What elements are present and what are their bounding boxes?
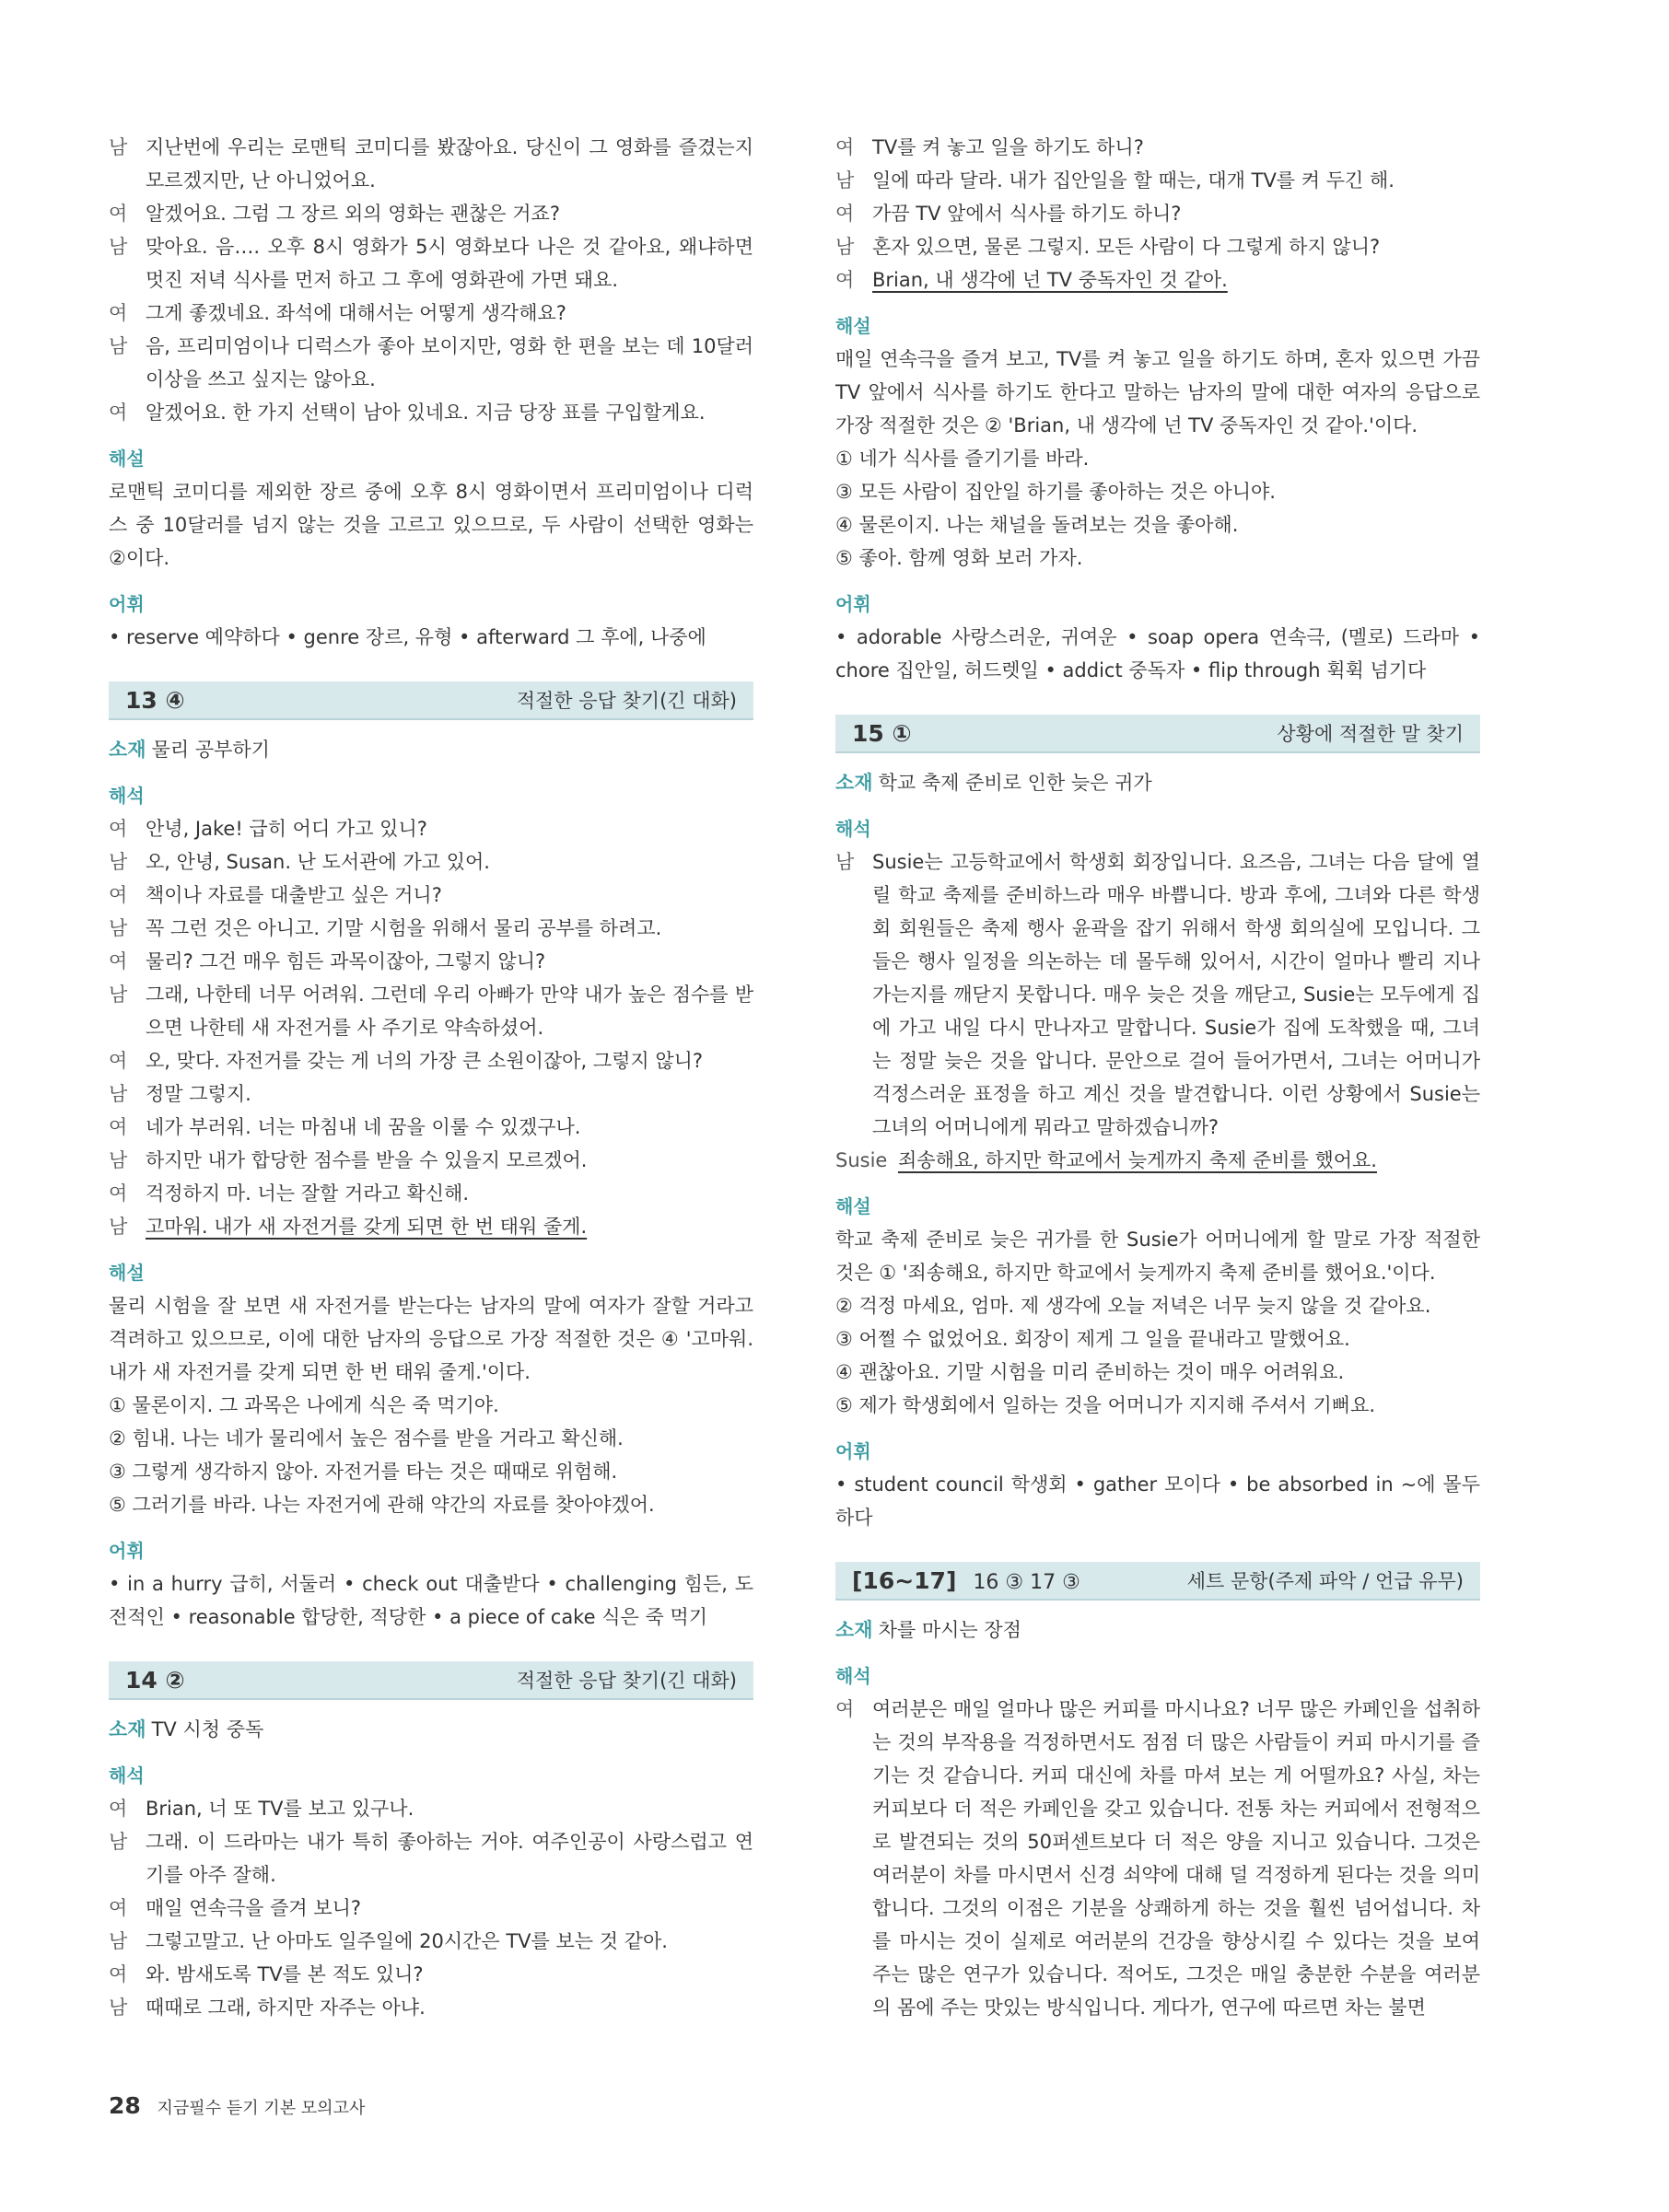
dialog-line [109,1925,753,1958]
dialog-line [109,945,753,978]
topic-q16: 소재 차를 마시는 장점 [835,1619,1021,1641]
page-number: 28 [109,2092,141,2119]
speaker-label: 여 [109,884,128,906]
answer-line-q14: 여 Brian, 내 생각에 넌 TV 중독자인 것 같아. [835,269,1228,291]
translation-heading: 해석 [109,1764,145,1787]
dialog-text: 물리? 그건 매우 힘든 과목이잖아, 그렇지 않니? [146,950,546,972]
dialog-line [109,197,753,230]
dialog-text: 꼭 그런 것은 아니고. 기말 시험을 위해서 물리 공부를 하려고. [146,917,662,939]
dialog-line [109,1958,753,1991]
speaker-label: 여 [109,818,128,840]
vocab-q14: • adorable 사랑스러운, 귀여운 • soap opera 연속극, (멜로) 드라마 • chore 집안일, 허드렛일 • addict 중독자 • flip through 휙휙 넘기다 [835,626,1480,681]
dialog-text: TV를 켜 놓고 일을 하기도 하니? [872,136,1144,158]
dialog-text: 하지만 내가 합당한 점수를 받을 수 있을지 모르겠어. [146,1149,588,1171]
dialog-text: 그래, 나한테 너무 어려워. 그런데 우리 아빠가 만약 내가 높은 점수를 받으면 나한테 새 자전거를 사 주기로 약속하셨어. [146,984,753,1039]
speaker-label: 여 [109,302,128,324]
speaker-label: 여 [109,1897,128,1919]
page-footer [109,2092,365,2119]
option-line: ② 걱정 마세요, 엄마. 제 생각에 오늘 저녁은 너무 늦지 않을 것 같아요. [835,1295,1431,1317]
dialog-text: 오, 맞다. 자전거를 갖는 게 너의 가장 큰 소원이잖아, 그렇지 않니? [146,1050,704,1072]
explanation-heading: 해설 [835,315,871,337]
dialog-line [835,164,1480,197]
dialog-line [109,812,753,845]
dialog-line [109,330,753,396]
speaker-label: 남 [109,1149,128,1171]
explanation-q12: 로맨틱 코미디를 제외한 장르 중에 오후 8시 영화이면서 프리미엄이나 디럭스 중 10달러를 넘지 않는 것을 고르고 있으므로, 두 사람이 선택한 영화는 ②이다. [109,481,753,569]
option-line: ⑤ 좋아. 함께 영화 보러 가자. [835,547,1083,569]
dialog-text: 그렇고말고. 난 아마도 일주일에 20시간은 TV를 보는 것 같아. [146,1930,668,1952]
dialog-line [109,131,753,197]
dialog-q12 [109,131,753,429]
speaker-label: 남 [109,1831,128,1853]
speaker-label: 남 [109,335,128,357]
option-line: ④ 물론이지. 나는 채널을 돌려보는 것을 좋아해. [835,514,1239,536]
dialog-line [109,1044,753,1077]
dialog-q14 [109,1792,753,2024]
dialog-line [109,1077,753,1111]
speaker-label: 남 [109,917,128,939]
vocab-q12: • reserve 예약하다 • genre 장르, 유형 • afterward 그 후에, 나중에 [109,626,706,648]
dialog-line [109,230,753,297]
dialog-text: 때때로 그래, 하지만 자주는 아냐. [146,1997,426,2019]
option-line: ⑤ 그러기를 바라. 나는 자전거에 관해 약간의 자료를 찾아야겠어. [109,1494,655,1516]
speaker-label: 남 [109,851,128,873]
dialog-text: 지난번에 우리는 로맨틱 코미디를 봤잖아요. 당신이 그 영화를 즐겼는지 모르겠지만, 난 아니었어요. [146,136,753,192]
dialog-text: 음, 프리미엄이나 디럭스가 좋아 보이지만, 영화 한 편을 보는 데 10달러 이상을 쓰고 싶지는 않아요. [146,335,753,390]
question-type: 세트 문항(주제 파악 / 언급 유무) [1186,1570,1464,1592]
explanation-q13: 물리 시험을 잘 보면 새 자전거를 받는다는 남자의 말에 여자가 잘할 거라고 격려하고 있으므로, 이에 대한 남자의 응답으로 가장 적절한 것은 ④ '고마워. 내가 새 자전거를 갖게 되면 한 번 태워 줄게.'이다. [109,1295,753,1383]
topic-q15: 소재 학교 축제 준비로 인한 늦은 귀가 [835,772,1152,794]
translation-heading: 해석 [835,818,871,840]
dialog-line [109,297,753,330]
speaker-label: 남 [109,136,128,158]
question-header-13 [109,681,753,720]
option-line: ③ 모든 사람이 집안일 하기를 좋아하는 것은 아니야. [835,481,1276,503]
speaker-label: 여 [109,1050,128,1072]
answer-line-q13: 남 고마워. 내가 새 자전거를 갖게 되면 한 번 태워 줄게. [109,1216,588,1238]
question-set: [16~17] 16 ③ 17 ③ [852,1566,1080,1594]
dialog-text: 혼자 있으면, 물론 그렇지. 모든 사람이 다 그렇게 하지 않니? [872,236,1381,258]
options-q13 [109,1389,753,1521]
question-header-14 [109,1661,753,1700]
explanation-heading: 해설 [109,1262,145,1284]
speaker-label: 남 [109,1997,128,2019]
dialog-text: 걱정하지 마. 너는 잘할 거라고 확신해. [146,1182,470,1205]
vocab-heading: 어휘 [835,593,871,615]
question-type: 적절한 응답 찾기(긴 대화) [516,1670,737,1692]
dialog-text: 안녕, Jake! 급히 어디 가고 있니? [146,818,427,840]
question-number: 15 ① [852,719,912,747]
vocab-heading: 어휘 [835,1440,871,1462]
question-type: 적절한 응답 찾기(긴 대화) [516,690,737,712]
speaker-label: 여 [835,136,855,158]
topic-q14: 소재 TV 시청 중독 [109,1718,264,1740]
speaker-label: 여 [109,1798,128,1820]
dialog-text: 정말 그렇지. [146,1083,251,1105]
option-line: ② 힘내. 나는 네가 물리에서 높은 점수를 받을 거라고 확신해. [109,1427,624,1449]
dialog-text: 알겠어요. 한 가지 선택이 남아 있네요. 지금 당장 표를 구입할게요. [146,402,706,424]
dialog-text: Brian, 너 또 TV를 보고 있구나. [146,1798,414,1820]
question-number: 13 ④ [125,686,185,714]
speaker-label: 여 [109,1182,128,1205]
speaker-label: 남 [835,236,855,258]
explanation-heading: 해설 [835,1195,871,1217]
speaker-label: 여 [109,1116,128,1138]
dialog-line [109,978,753,1044]
dialog-text: 일에 따라 달라. 내가 집안일을 할 때는, 대개 TV를 켜 두긴 해. [872,169,1395,192]
option-line: ④ 괜찮아요. 기말 시험을 미리 준비하는 것이 매우 어려워요. [835,1361,1345,1383]
monologue-q16: 여 여러분은 매일 얼마나 많은 커피를 마시나요? 너무 많은 카페인을 섭취하는 것의 부작용을 걱정하면서도 점점 더 많은 사람들이 커피 마시기를 즐기는 것 같습니다. 커피 대신에 차를 마셔 보는 게 어떨까요? 사실, 차는 커피보다 더 적은 카페인을 갖고 있습니다. 전통 차는 커피에서 전형적으로 발견되는 것의 50퍼센트보다 더 적은 양을 지니고 있습니다. 그것은 여러분이 차를 마시면서 신경 쇠약에 대해 덜 걱정하게 된다는 것을 의미합니다. 그것의 이점은 기분을 상쾌하게 하는 것을 훨씬 넘어섭니다. 차를 마시는 것이 실제로 여러분의 건강을 향상시킬 수 있다는 것을 보여 주는 많은 연구가 있습니다. 적어도, 그것은 매일 충분한 수분을 여러분의 몸에 주는 맛있는 방식입니다. 게다가, 연구에 따르면 차는 불면 [835,1698,1480,2019]
dialog-text: 알겠어요. 그럼 그 장르 외의 영화는 괜찮은 거죠? [146,203,560,225]
dialog-q13 [109,812,753,1210]
explanation-heading: 해설 [109,448,145,470]
dialog-line [835,131,1480,164]
option-line: ① 물론이지. 그 과목은 나에게 식은 죽 먹기야. [109,1394,499,1416]
option-line: ⑤ 제가 학생회에서 일하는 것을 어머니가 지지해 주셔서 기뻐요. [835,1394,1376,1416]
dialog-line [109,1144,753,1177]
question-type: 상황에 적절한 말 찾기 [1277,723,1464,745]
dialog-text: 그래. 이 드라마는 내가 특히 좋아하는 거야. 여주인공이 사랑스럽고 연기를 아주 잘해. [146,1831,753,1886]
speaker-label: 여 [109,203,128,225]
question-header-16-17 [835,1562,1480,1601]
options-q14 [835,442,1480,575]
translation-heading: 해석 [835,1665,871,1687]
dialog-line [109,845,753,879]
translation-heading: 해석 [109,785,145,807]
dialog-line [835,197,1480,230]
dialog-text: 책이나 자료를 대출받고 싶은 거니? [146,884,442,906]
dialog-text: 맞아요. 음…. 오후 8시 영화가 5시 영화보다 나은 것 같아요, 왜냐하면 멋진 저녁 식사를 먼저 하고 그 후에 영화관에 가면 돼요. [146,236,753,291]
topic-q13: 소재 물리 공부하기 [109,739,270,761]
dialog-line [109,1825,753,1892]
vocab-heading: 어휘 [109,593,145,615]
right-column [835,131,1480,2024]
speaker-label: 여 [109,402,128,424]
explanation-q14: 매일 연속극을 즐겨 보고, TV를 켜 놓고 일을 하기도 하며, 혼자 있으면 가끔 TV 앞에서 식사를 하기도 한다고 말하는 남자의 말에 대한 여자의 응답으로 가장 적절한 것은 ② 'Brian, 내 생각에 넌 TV 중독자인 것 같아.'이다. [835,348,1480,437]
speaker-label: 여 [109,1963,128,1985]
speaker-label: 남 [109,236,128,258]
dialog-line [109,1177,753,1210]
dialog-text: 오, 안녕, Susan. 난 도서관에 가고 있어. [146,851,490,873]
dialog-line [109,1792,753,1825]
options-q15 [835,1289,1480,1422]
speaker-label: 남 [109,984,128,1006]
dialog-text: 네가 부러워. 너는 마침내 네 꿈을 이룰 수 있겠구나. [146,1116,581,1138]
dialog-line [109,1892,753,1925]
option-line: ① 네가 식사를 즐기기를 바라. [835,448,1090,470]
dialog-text: 그게 좋겠네요. 좌석에 대해서는 어떻게 생각해요? [146,302,566,324]
dialog-q14-cont [835,131,1480,263]
dialog-line [109,396,753,429]
speaker-label: 남 [109,1930,128,1952]
dialog-line [835,230,1480,263]
explanation-q15: 학교 축제 준비로 늦은 귀가를 한 Susie가 어머니에게 할 말로 가장 적절한 것은 ① '죄송해요, 하지만 학교에서 늦게까지 축제 준비를 했어요.'이다. [835,1228,1480,1284]
question-number: 14 ② [125,1666,185,1694]
dialog-line [109,912,753,945]
vocab-heading: 어휘 [109,1540,145,1562]
vocab-q15: • student council 학생회 • gather 모이다 • be absorbed in ~에 몰두하다 [835,1473,1480,1529]
option-line: ③ 그렇게 생각하지 않아. 자전거를 타는 것은 때때로 위험해. [109,1461,618,1483]
vocab-q13: • in a hurry 급히, 서둘러 • check out 대출받다 • challenging 힘든, 도전적인 • reasonable 합당한, 적당한 • a piece of cake 식은 죽 먹기 [109,1573,753,1628]
dialog-text: 가끔 TV 앞에서 식사를 하기도 하니? [872,203,1182,225]
option-line: ③ 어쩔 수 없었어요. 회장이 제게 그 일을 끝내라고 말했어요. [835,1328,1350,1350]
dialog-text: 와. 밤새도록 TV를 본 적도 있니? [146,1963,424,1985]
book-title: 지금필수 듣기 기본 모의고사 [157,2099,366,2118]
speaker-label: 여 [109,950,128,972]
question-header-15 [835,715,1480,753]
speaker-label: 남 [835,169,855,192]
speaker-label: 여 [835,203,855,225]
dialog-line [109,1111,753,1144]
speaker-label: 남 [109,1083,128,1105]
dialog-line [109,879,753,912]
monologue-q15: 남 Susie는 고등학교에서 학생회 회장입니다. 요즈음, 그녀는 다음 달에 열릴 학교 축제를 준비하느라 매우 바쁩니다. 방과 후에, 그녀와 다른 학생회 회원들은 축제 행사 윤곽을 잡기 위해서 학생 회의실에 모입니다. 그들은 행사 일정을 의논하는 데 몰두해 있어서, 시간이 얼마나 빨리 지나가는지를 깨닫지 못합니다. 매우 늦은 것을 깨닫고, Susie는 모두에게 집에 가고 내일 다시 만나자고 말합니다. Susie가 집에 도착했을 때, 그녀는 정말 늦은 것을 압니다. 문안으로 걸어 들어가면서, 그녀는 어머니가 걱정스러운 표정을 하고 계신 것을 발견합니다. 이런 상황에서 Susie는 그녀의 어머니에게 뭐라고 말하겠습니까? [835,851,1480,1138]
dialog-text: 매일 연속극을 즐겨 보니? [146,1897,362,1919]
answer-line-q15: Susie 죄송해요, 하지만 학교에서 늦게까지 축제 준비를 했어요. [835,1149,1377,1171]
left-column [109,131,753,2024]
dialog-line [109,1991,753,2024]
